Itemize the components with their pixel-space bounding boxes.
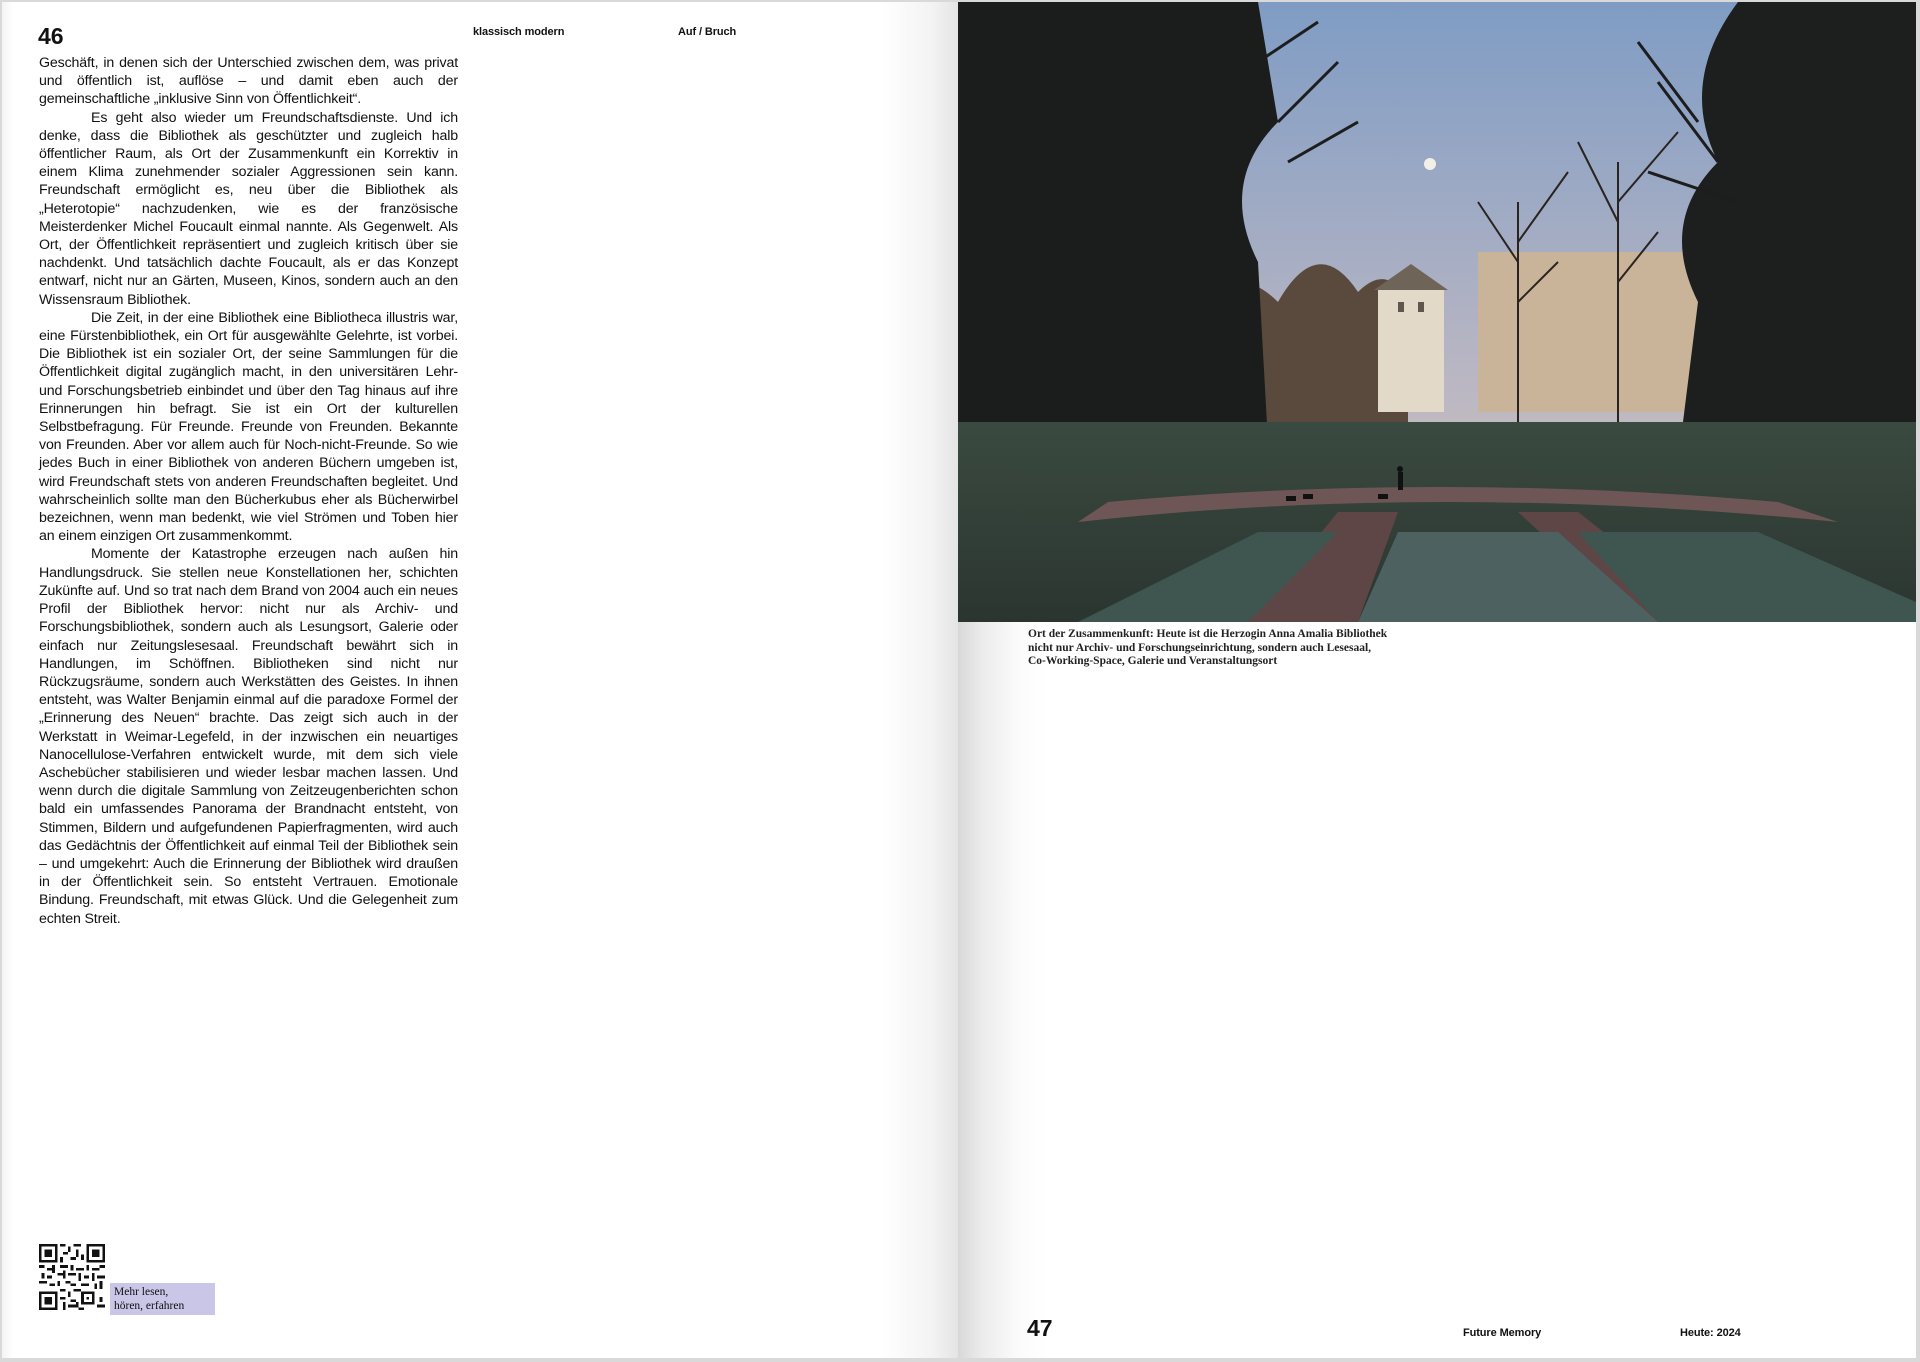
- running-head-chapter: Auf / Bruch: [678, 26, 737, 38]
- running-head-chapter: Heute: 2024: [1680, 1327, 1741, 1339]
- paragraph: Geschäft, in denen sich der Unterschied zwischen dem, was privat und öffentlich ist, auflöse – und damit eben auch der gemeinschaftliche „inklusive Sinn von Öffentlichkeit“.: [39, 55, 458, 108]
- more-info-box[interactable]: [110, 1283, 215, 1315]
- running-head-section: Future Memory: [1463, 1327, 1542, 1339]
- caption-line: nicht nur Archiv- und Forschungseinrichtung, sondern auch Lesesaal,: [1028, 641, 1372, 654]
- caption-line: Co-Working-Space, Galerie und Veranstaltungsort: [1028, 655, 1278, 667]
- park-library-photo: [958, 2, 1916, 622]
- more-info-line: Mehr lesen,: [114, 1286, 169, 1298]
- article-body: [39, 54, 458, 928]
- page-number-left: 46: [38, 23, 64, 49]
- running-head-section: klassisch modern: [473, 26, 565, 38]
- qr-code-icon[interactable]: [39, 1244, 105, 1310]
- more-info-line: hören, erfahren: [114, 1299, 185, 1312]
- right-page: [958, 2, 1916, 1358]
- paragraph: Die Zeit, in der eine Bibliothek eine Bibliotheca illustris war, eine Fürstenbibliothek, ein Ort für ausgewählte Gelehrte, ist vorbei. Die Bibliothek ist ein sozialer Ort, der seine Sammlungen für die Öffentlichkeit digital zugänglich macht, in den universitären Lehr- und Forschungsbetrieb einbindet und über den Tag hinaus auf ihre Erinnerungen hin befragt. Sie ist ein Ort der kulturellen Selbstbefragung. Für Freunde. Freunde von Freunden. Bekannte von Freunden. Aber vor allem auch für Noch-nicht-Freunde. So wie jedes Buch in einer Bibliothek von anderen Büchern umgeben ist, wird Freundschaft stets von anderen Freundschaften begleitet. Und wahrscheinlich sollte man den Bücherkubus eher als Bücherwirbel bezeichnen, wenn man bedenkt, wie viel Strömen und Toben hier an einem einzigen Ort zusammenkommt.: [39, 309, 458, 545]
- paragraph: Es geht also wieder um Freundschaftsdienste. Und ich denke, dass die Bibliothek als geschützter und zugleich halb öffentlicher Raum, als Ort der Zusammenkunft ein Korrektiv in einem Klima zunehmender sozialer Aggressionen sein kann. Freundschaft ermöglicht es, neu über die Bibliothek als „Heterotopie“ nachzudenken, wie es der französische Meisterdenker Michel Foucault einmal nannte. Als Gegenwelt. Als Ort, der Öffentlichkeit repräsentiert und zugleich kritisch über sie nachdenkt. Und tatsächlich dachte Foucault, als er das Konzept entwarf, nicht nur an Gärten, Museen, Kinos, sondern auch an den Wissensraum Bibliothek.: [39, 109, 458, 308]
- paragraph: Momente der Katastrophe erzeugen nach außen hin Handlungsdruck. Sie stellen neue Konstellationen her, schichten Zukünfte auf. Und so trat nach dem Brand von 2004 auch ein neues Profil der Bibliothek hervor: nicht nur als Archiv- und Forschungsbibliothek, sondern auch als Lesungsort, Galerie oder einfach nur Zeitungslesesaal. Freundschaft bewährt sich in Handlungen, im Schöffnen. Bibliotheken sind nicht nur Rückzugsräume, sondern auch Werkstätten des Geistes. In ihnen entsteht, was Walter Benjamin einmal auf die paradoxe Formel der „Erinnerung des Neuen“ brachte. Das zeigt sich auch in der Werkstatt in Weimar-Legefeld, in der inzwischen ein neuartiges Nanocellulose-Verfahren entwickelt wurde, mit dem sich viele Aschebücher stabilisieren und wieder lesbar machen lassen. Und wenn durch die digitale Sammlung von Zeitzeugenberichten schon bald ein umfassendes Panorama der Brandnacht entsteht, von Stimmen, Bildern und aufgefundenen Papierfragmenten, wird auch das Gedächtnis der Öffentlichkeit auf einmal Teil der Bibliothek sein – und umgekehrt: Auch die Erinnerung der Bibliothek wird draußen in der Öffentlichkeit sein. So entsteht Vertrauen. Emotionale Bindung. Freundschaft, mit etwas Glück. Und die Gelegenheit zum echten Streit.: [39, 546, 458, 927]
- photo-caption: [1028, 628, 1458, 669]
- caption-line: Ort der Zusammenkunft: Heute ist die Herzogin Anna Amalia Bibliothek: [1028, 628, 1388, 640]
- page-number-right: 47: [1027, 1315, 1053, 1341]
- left-page: [2, 2, 958, 1358]
